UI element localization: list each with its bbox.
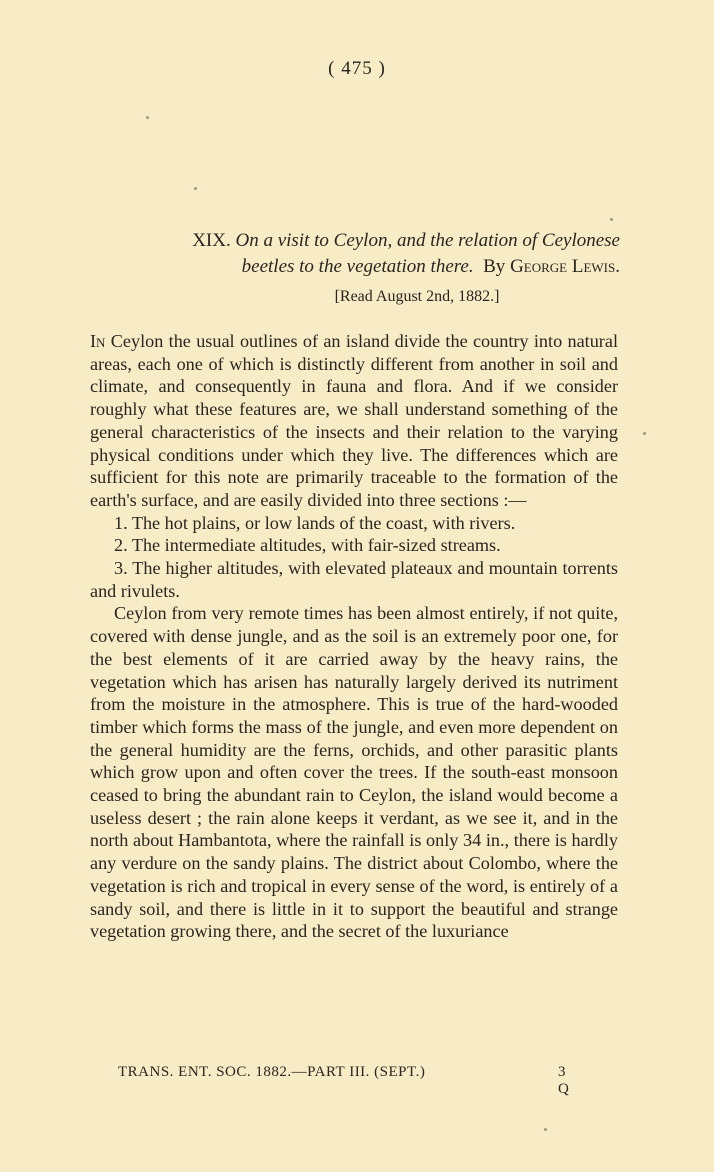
- speck: [643, 432, 646, 435]
- byline-prefix: By: [483, 256, 506, 277]
- speck: [146, 116, 149, 119]
- article-numeral: XIX.: [192, 230, 231, 251]
- page-footer: [118, 1064, 578, 1097]
- signature-mark: 3 Q: [558, 1064, 570, 1097]
- title-line-2: beetles to the vegetation there.: [241, 256, 474, 277]
- paragraph-1: [90, 330, 618, 512]
- article-title: [90, 228, 620, 280]
- list-item-2: 2. The intermediate altitudes, with fair-sized streams.: [114, 535, 501, 556]
- speck: [194, 187, 197, 190]
- list-item-3: 3. The higher altitudes, with elevated plateaux and mountain torrents and rivulets.: [90, 558, 618, 601]
- speck: [544, 1128, 547, 1131]
- list-item-1: 1. The hot plains, or low lands of the coast, with rivers.: [114, 512, 516, 533]
- speck: [610, 218, 613, 221]
- article-body: [90, 330, 618, 943]
- paragraph-2: Ceylon from very remote times has been almost entirely, if not quite, covered with dense jungle, and as the soil is an extremely poor one, for the best elements of it are carried away by the heavy rains, the vegetation which has arisen has naturally largely derived its nutriment from the moisture in the atmosphere. This is true of the hard-wooded timber which forms the mass of the jungle, and even more dependent on the general humidity are the ferns, orchids, and other parasitic plants which grow upon and often cover the trees. If the south-east monsoon ceased to bring the abundant rain to Ceylon, the island would become a useless desert ; the rain alone keeps it verdant, as we see it, and in the north about Hambantota, where the rainfall is only 34 in., there is hardly any verdure on the sandy plains. The district about Colombo, where the vegetation is rich and tropical in every sense of the word, is entirely of a sandy soil, and there is little in it to support the beautiful and strange vegetation growing there, and the secret of the luxuriance: [90, 603, 618, 942]
- page-number: ( 475 ): [328, 58, 386, 79]
- read-date: [Read August 2nd, 1882.]: [334, 288, 500, 305]
- author-name: George Lewis.: [510, 256, 620, 277]
- paragraph-1-text: Ceylon the usual outlines of an island divide the country into natural areas, each one of which is distinctly different from another in soil and climate, and consequently in fauna and flora. And if we consider roughly what these features are, we shall understand something of the general characteristics of the insects and their relation to the varying physical conditions under which they live. The differences which are sufficient for this note are primarily traceable to the formation of the earth's surface, and are easily divided into three sections :—: [90, 331, 618, 510]
- drop-word: In: [90, 331, 106, 351]
- journal-reference: TRANS. ENT. SOC. 1882.—PART III. (SEPT.): [118, 1064, 426, 1080]
- title-line-1: On a visit to Ceylon, and the relation of Ceylonese: [235, 230, 620, 251]
